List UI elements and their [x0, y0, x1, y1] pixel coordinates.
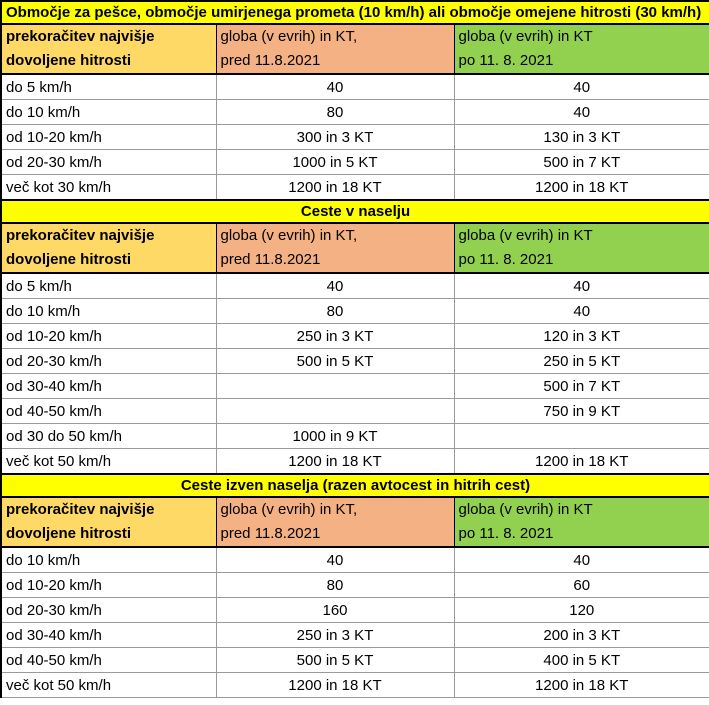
- fine-before-cell: 300 in 3 KT: [216, 125, 454, 150]
- table-row: [1, 673, 709, 698]
- speed-range-cell: do 5 km/h: [1, 74, 216, 100]
- speed-excess-header-line1: prekoračitev najvišje: [6, 227, 155, 244]
- speed-range-cell: do 5 km/h: [1, 273, 216, 299]
- table-row: [1, 399, 709, 424]
- table-row: [1, 449, 709, 475]
- table-row: [1, 424, 709, 449]
- fine-before-header-line2: pred 11.8.2021: [220, 52, 321, 69]
- fine-after-cell: 40: [454, 74, 709, 100]
- fine-after-cell: 60: [454, 573, 709, 598]
- speed-range-cell: od 40-50 km/h: [1, 399, 216, 424]
- fine-before-cell: 1200 in 18 KT: [216, 449, 454, 475]
- speed-range-cell: do 10 km/h: [1, 299, 216, 324]
- fine-after-cell: [454, 424, 709, 449]
- speed-range-cell: od 10-20 km/h: [1, 125, 216, 150]
- fine-after-cell: 120: [454, 598, 709, 623]
- fine-after-cell: 40: [454, 299, 709, 324]
- fine-before-cell: 160: [216, 598, 454, 623]
- section-title-row: [1, 200, 709, 223]
- table-row: [1, 547, 709, 573]
- speed-range-cell: od 30-40 km/h: [1, 374, 216, 399]
- speed-range-cell: več kot 50 km/h: [1, 449, 216, 475]
- fine-after-header-line1: globa (v evrih) in KT: [458, 501, 593, 518]
- fine-after-cell: 200 in 3 KT: [454, 623, 709, 648]
- speed-range-cell: od 40-50 km/h: [1, 648, 216, 673]
- fine-before-cell: 250 in 3 KT: [216, 623, 454, 648]
- fine-before-header-line1: globa (v evrih) in KT,: [220, 501, 358, 518]
- table-row: [1, 598, 709, 623]
- fine-before-cell: [216, 374, 454, 399]
- fine-after-cell: 250 in 5 KT: [454, 349, 709, 374]
- speed-range-cell: od 30 do 50 km/h: [1, 424, 216, 449]
- fine-after-cell: 1200 in 18 KT: [454, 175, 709, 201]
- fine-after-header: [454, 497, 709, 547]
- table-row: [1, 150, 709, 175]
- table-row: [1, 273, 709, 299]
- fine-before-header-line1: globa (v evrih) in KT,: [220, 28, 358, 45]
- fine-after-cell: 400 in 5 KT: [454, 648, 709, 673]
- fine-before-header-line2: pred 11.8.2021: [220, 251, 321, 268]
- fine-after-header-line1: globa (v evrih) in KT: [458, 28, 593, 45]
- table-row: [1, 623, 709, 648]
- fine-after-cell: 40: [454, 547, 709, 573]
- fine-before-cell: 500 in 5 KT: [216, 349, 454, 374]
- fine-after-cell: 500 in 7 KT: [454, 150, 709, 175]
- speed-excess-header: [1, 223, 216, 273]
- speed-range-cell: od 10-20 km/h: [1, 324, 216, 349]
- table-row: [1, 648, 709, 673]
- section-title: Ceste izven naselja (razen avtocest in hitrih cest): [1, 474, 709, 497]
- fine-after-cell: 120 in 3 KT: [454, 324, 709, 349]
- speed-range-cell: več kot 30 km/h: [1, 175, 216, 201]
- speed-range-cell: od 10-20 km/h: [1, 573, 216, 598]
- fine-after-header-line2: po 11. 8. 2021: [458, 251, 554, 268]
- fine-after-cell: 500 in 7 KT: [454, 374, 709, 399]
- fine-before-cell: 1000 in 5 KT: [216, 150, 454, 175]
- speed-range-cell: do 10 km/h: [1, 547, 216, 573]
- section-title: Območje za pešce, območje umirjenega prometa (10 km/h) ali območje omejene hitrosti (30 km/h): [1, 1, 709, 24]
- fine-after-header-line1: globa (v evrih) in KT: [458, 227, 593, 244]
- fine-before-cell: 40: [216, 273, 454, 299]
- fine-before-header: [216, 497, 454, 547]
- fine-before-header-line1: globa (v evrih) in KT,: [220, 227, 358, 244]
- column-header-row: [1, 223, 709, 273]
- speed-excess-header-line2: dovoljene hitrosti: [6, 525, 132, 542]
- fine-after-header: [454, 223, 709, 273]
- fine-before-header-line2: pred 11.8.2021: [220, 525, 321, 542]
- speed-range-cell: od 20-30 km/h: [1, 150, 216, 175]
- fine-before-cell: 500 in 5 KT: [216, 648, 454, 673]
- table-row: [1, 374, 709, 399]
- speed-excess-header-line2: dovoljene hitrosti: [6, 52, 132, 69]
- fine-before-cell: 1200 in 18 KT: [216, 673, 454, 698]
- table-row: [1, 324, 709, 349]
- speed-range-cell: več kot 50 km/h: [1, 673, 216, 698]
- fine-before-cell: 80: [216, 573, 454, 598]
- table-row: [1, 100, 709, 125]
- fine-after-cell: 40: [454, 273, 709, 299]
- table-row: [1, 299, 709, 324]
- table-row: [1, 74, 709, 100]
- fine-before-cell: [216, 399, 454, 424]
- fine-after-cell: 130 in 3 KT: [454, 125, 709, 150]
- speed-excess-header-line1: prekoračitev najvišje: [6, 501, 155, 518]
- speed-excess-header: [1, 497, 216, 547]
- speed-excess-header-line2: dovoljene hitrosti: [6, 251, 132, 268]
- fine-before-cell: 1000 in 9 KT: [216, 424, 454, 449]
- table-row: [1, 349, 709, 374]
- column-header-row: [1, 497, 709, 547]
- fine-before-cell: 1200 in 18 KT: [216, 175, 454, 201]
- fines-table-body: [1, 1, 709, 698]
- fine-after-cell: 1200 in 18 KT: [454, 673, 709, 698]
- table-row: [1, 175, 709, 201]
- speed-range-cell: do 10 km/h: [1, 100, 216, 125]
- section-title-row: [1, 1, 709, 24]
- fine-after-header-line2: po 11. 8. 2021: [458, 525, 554, 542]
- table-row: [1, 573, 709, 598]
- table-row: [1, 125, 709, 150]
- fine-after-cell: 750 in 9 KT: [454, 399, 709, 424]
- fine-after-header: [454, 24, 709, 74]
- fine-before-cell: 80: [216, 299, 454, 324]
- fine-after-cell: 1200 in 18 KT: [454, 449, 709, 475]
- speed-excess-header: [1, 24, 216, 74]
- fine-before-cell: 80: [216, 100, 454, 125]
- fine-before-cell: 40: [216, 74, 454, 100]
- section-title: Ceste v naselju: [1, 200, 709, 223]
- fine-before-cell: 250 in 3 KT: [216, 324, 454, 349]
- section-title-row: [1, 474, 709, 497]
- fine-before-header: [216, 24, 454, 74]
- fine-before-cell: 40: [216, 547, 454, 573]
- column-header-row: [1, 24, 709, 74]
- fine-before-header: [216, 223, 454, 273]
- fine-after-cell: 40: [454, 100, 709, 125]
- speed-range-cell: od 20-30 km/h: [1, 598, 216, 623]
- fine-after-header-line2: po 11. 8. 2021: [458, 52, 554, 69]
- speed-range-cell: od 30-40 km/h: [1, 623, 216, 648]
- speed-range-cell: od 20-30 km/h: [1, 349, 216, 374]
- speed-excess-header-line1: prekoračitev najvišje: [6, 28, 155, 45]
